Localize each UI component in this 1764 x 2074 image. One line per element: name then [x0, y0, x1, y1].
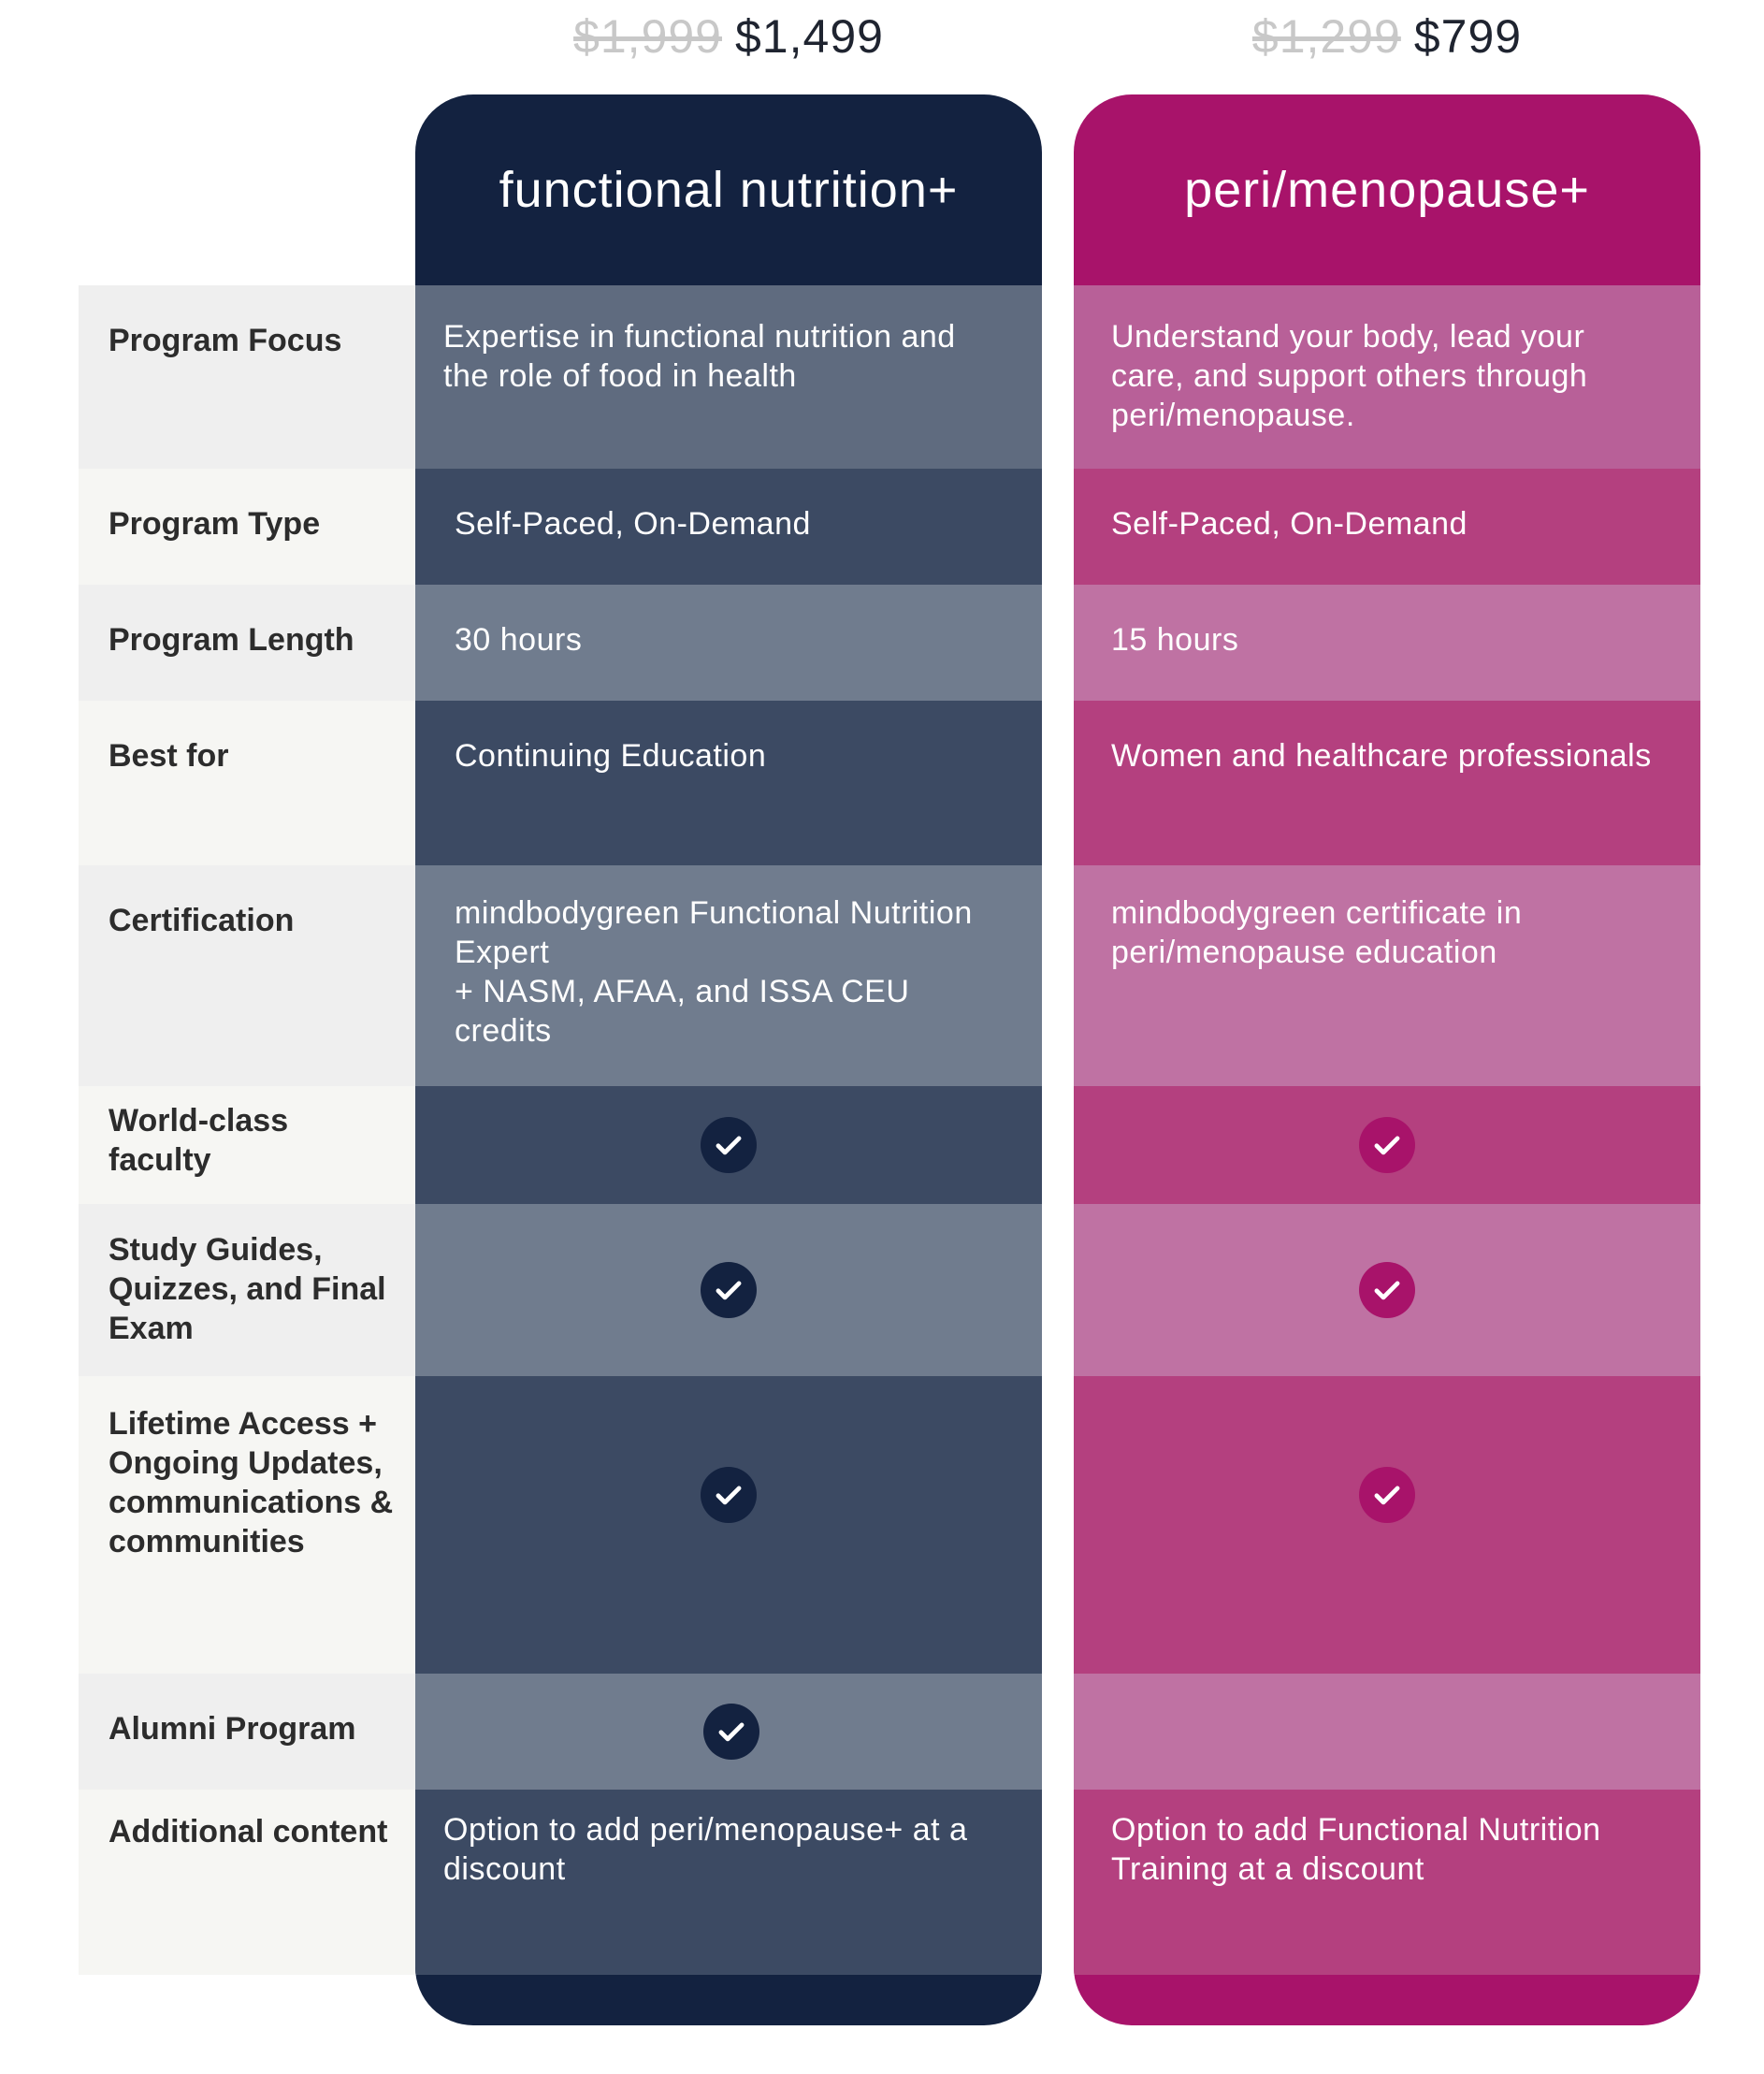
sale-price: $1,499: [735, 10, 884, 63]
cell-best-for: Women and healthcare professionals: [1074, 701, 1700, 865]
check-circle-icon: [701, 1117, 757, 1173]
cell-study-guides: [1074, 1204, 1700, 1376]
cell-program-focus: Expertise in functional nutrition and the role of food in health: [415, 285, 1042, 469]
certification-line: + NASM, AFAA, and ISSA CEU credits: [455, 974, 910, 1049]
price-functional-nutrition: [415, 4, 1042, 69]
check-circle-icon: [703, 1704, 759, 1760]
original-price: $1,299: [1251, 10, 1401, 63]
check-circle-icon: [701, 1467, 757, 1523]
cell-program-type: Self-Paced, On-Demand: [415, 469, 1042, 585]
cell-alumni: [1074, 1674, 1700, 1790]
cell-program-type: Self-Paced, On-Demand: [1074, 469, 1700, 585]
row-label: Program Type: [79, 469, 415, 585]
price-peri-menopause: [1074, 4, 1700, 69]
cell-study-guides: [415, 1204, 1042, 1376]
cell-additional-content: Option to add Functional Nutrition Training at a discount: [1074, 1790, 1700, 1975]
row-label: Program Focus: [79, 285, 415, 469]
row-label: World-class faculty: [79, 1086, 415, 1204]
cell-program-focus: Understand your body, lead your care, and support others through peri/menopause.: [1074, 285, 1700, 469]
cell-faculty: [1074, 1086, 1700, 1204]
check-circle-icon: [701, 1262, 757, 1318]
cell-additional-content: Option to add peri/menopause+ at a discount: [415, 1790, 1042, 1975]
plan-title: peri/menopause+: [1184, 162, 1590, 218]
cell-best-for: Continuing Education: [415, 701, 1042, 865]
plan-title: functional nutrition+: [499, 162, 959, 218]
row-label: Certification: [79, 865, 415, 1086]
plan-card-functional-nutrition: [415, 94, 1042, 2025]
certification-line: mindbodygreen Functional Nutrition Expert: [455, 895, 973, 970]
cell-lifetime-access: [1074, 1376, 1700, 1674]
cell-lifetime-access: [415, 1376, 1042, 1674]
row-label: Program Length: [79, 585, 415, 701]
row-label: Alumni Program: [79, 1674, 415, 1790]
row-label: Lifetime Access + Ongoing Updates, communications & communities: [79, 1376, 415, 1674]
row-label: Additional content: [79, 1790, 415, 1975]
cell-faculty: [415, 1086, 1042, 1204]
check-circle-icon: [1359, 1117, 1415, 1173]
row-label: Study Guides, Quizzes, and Final Exam: [79, 1204, 415, 1376]
check-circle-icon: [1359, 1467, 1415, 1523]
cell-certification: mindbodygreen certificate in peri/menopause education: [1074, 865, 1700, 1086]
plan-card-peri-menopause: [1074, 94, 1700, 2025]
cell-program-length: 30 hours: [415, 585, 1042, 701]
row-label: Best for: [79, 701, 415, 865]
cell-alumni: [415, 1674, 1042, 1790]
cell-program-length: 15 hours: [1074, 585, 1700, 701]
sale-price: $799: [1413, 10, 1523, 63]
original-price: $1,999: [573, 10, 722, 63]
cell-certification: [415, 865, 1042, 1086]
check-circle-icon: [1359, 1262, 1415, 1318]
